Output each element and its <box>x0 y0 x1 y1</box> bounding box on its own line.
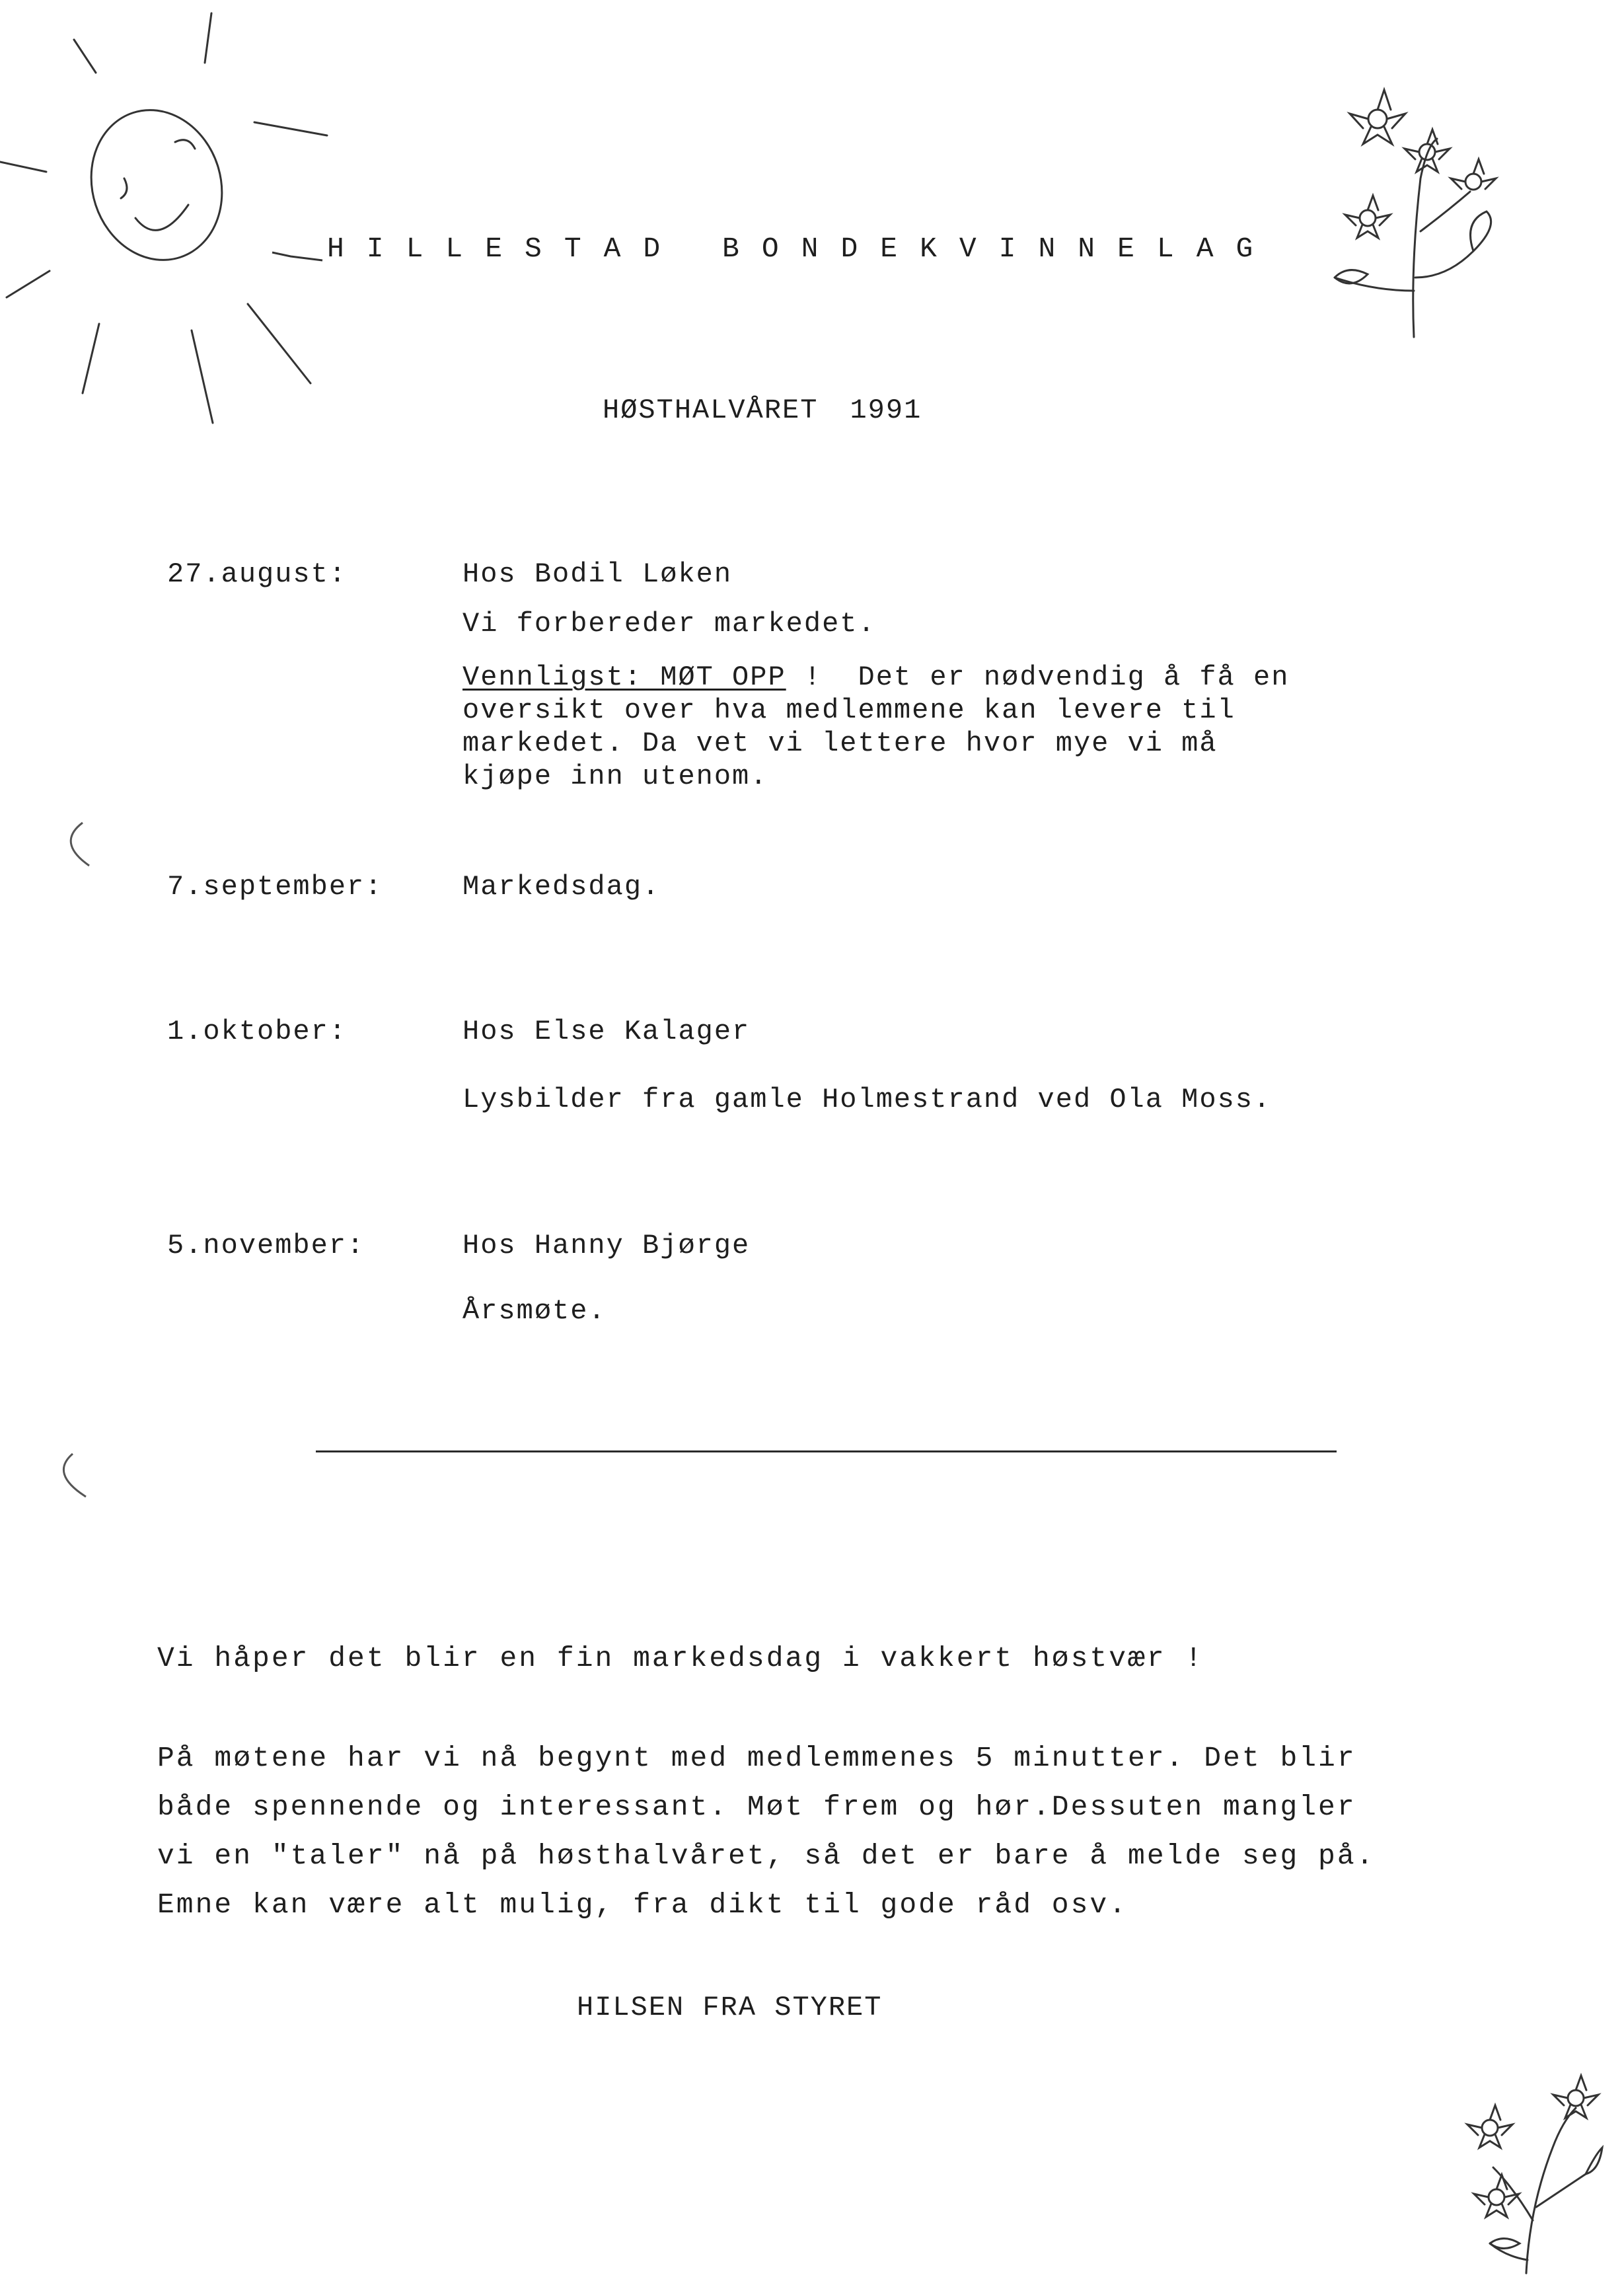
sun-drawing-icon <box>0 0 344 449</box>
message-body: På møtene har vi nå begynt med medlemmenes 5 minutter. Det blir både spennende og interessant. Møt frem og hør.Dessuten mangler vi en "taler" nå på høsthalvåret, så det er bare å melde seg på. Emne kan være alt mulig, fra dikt til gode råd osv. <box>157 1742 1376 1921</box>
season-year: 1991 <box>850 395 922 426</box>
schedule-host: Hos Bodil Løken <box>462 558 733 590</box>
schedule-topic: Vi forbereder markedet. <box>462 608 876 640</box>
schedule-host: Hos Hanny Bjørge <box>462 1230 751 1261</box>
signature: HILSEN FRA STYRET <box>577 1992 883 2023</box>
schedule-date: 7.september: <box>167 871 383 903</box>
schedule-host: Hos Else Kalager <box>462 1016 751 1047</box>
notice-emphasis: Vennligst: MØT OPP <box>462 661 786 693</box>
season-heading <box>603 395 922 426</box>
schedule-topic: Årsmøte. <box>462 1295 607 1327</box>
title-flourish <box>271 250 324 263</box>
wish-text: Vi håper det blir en fin markedsdag i vakkert høstvær ! <box>157 1642 1204 1674</box>
punch-hole-mark <box>46 1450 92 1503</box>
season-label: HØSTHALVÅRET <box>603 395 819 426</box>
divider-rule <box>316 1450 1337 1452</box>
schedule-notice <box>462 661 1289 793</box>
flower-drawing-icon <box>1315 79 1513 344</box>
notice-text: ! Det er nødvendig å få en oversikt over hva medlemmene kan levere til markedet. Da vet vi lettere hvor mye vi må kjøpe inn utenom. <box>462 661 1290 792</box>
organization-title: HILLESTAD BONDEKVINNELAG <box>327 233 1276 265</box>
flower-drawing-icon <box>1454 2055 1606 2280</box>
schedule-date: 1.oktober: <box>167 1016 348 1047</box>
schedule-topic: Markedsdag. <box>462 871 661 903</box>
schedule-date: 5.november: <box>167 1230 365 1261</box>
schedule-topic: Lysbilder fra gamle Holmestrand ved Ola Moss. <box>462 1084 1272 1115</box>
punch-hole-mark <box>53 819 99 872</box>
schedule-date: 27.august: <box>167 558 348 590</box>
